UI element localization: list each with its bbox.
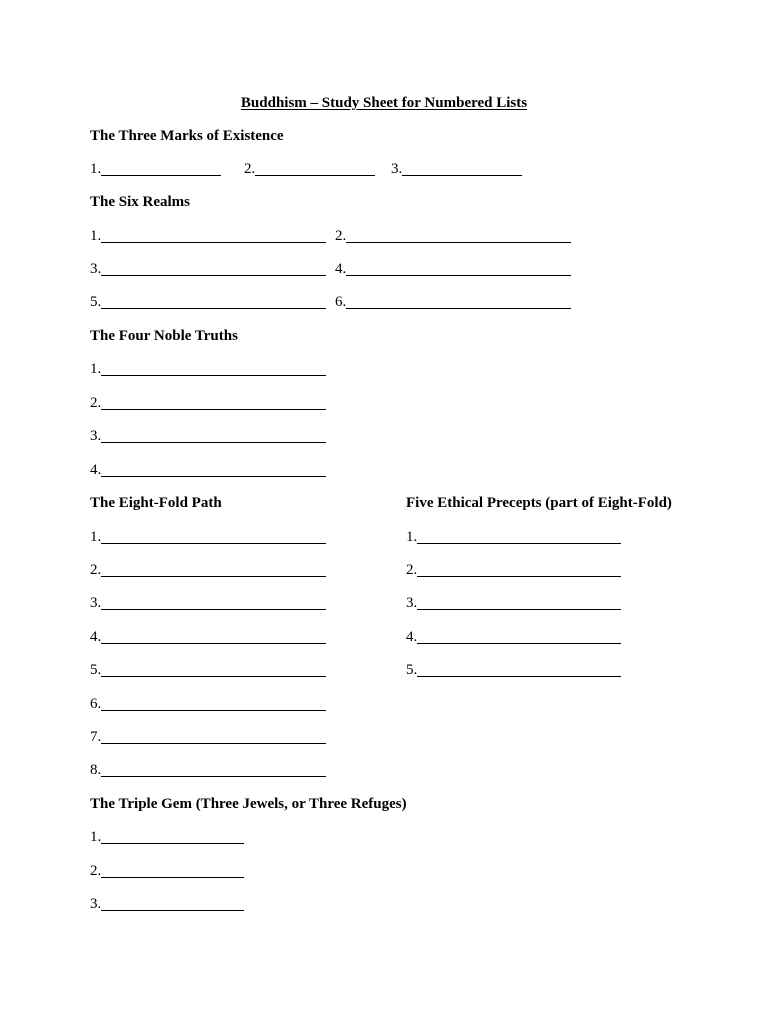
precepts-blank-4[interactable] — [406, 628, 621, 646]
heading-five-precepts: Five Ethical Precepts (part of Eight-Fold) — [406, 495, 672, 511]
item-number: 3. — [391, 161, 403, 177]
item-number: 5. — [90, 294, 102, 310]
eightfold-blank-3[interactable] — [90, 594, 326, 612]
answer-line[interactable] — [101, 629, 326, 644]
item-number: 4. — [335, 261, 347, 277]
item-number: 2. — [406, 562, 418, 578]
answer-line[interactable] — [417, 595, 621, 610]
item-number: 1. — [90, 161, 102, 177]
answer-line[interactable] — [346, 228, 571, 243]
item-number: 3. — [90, 896, 102, 912]
answer-line[interactable] — [417, 662, 621, 677]
item-number: 1. — [90, 829, 102, 845]
precepts-blank-2[interactable] — [406, 561, 621, 579]
item-number: 2. — [90, 863, 102, 879]
answer-line[interactable] — [101, 294, 326, 309]
answer-line[interactable] — [101, 729, 326, 744]
four-truths-blank-2[interactable] — [90, 394, 326, 412]
item-number: 1. — [90, 361, 102, 377]
item-number: 3. — [90, 261, 102, 277]
three-marks-blank-3[interactable] — [391, 160, 522, 178]
precepts-blank-1[interactable] — [406, 528, 621, 546]
answer-line[interactable] — [101, 529, 326, 544]
answer-line[interactable] — [101, 662, 326, 677]
heading-eightfold-path: The Eight-Fold Path — [90, 495, 222, 511]
answer-line[interactable] — [101, 896, 244, 911]
item-number: 5. — [406, 662, 418, 678]
six-realms-blank-6[interactable] — [335, 293, 571, 311]
item-number: 3. — [90, 428, 102, 444]
four-truths-blank-1[interactable] — [90, 360, 326, 378]
eightfold-blank-6[interactable] — [90, 695, 326, 713]
eightfold-blank-1[interactable] — [90, 528, 326, 546]
three-marks-blank-1[interactable] — [90, 160, 221, 178]
item-number: 7. — [90, 729, 102, 745]
answer-line[interactable] — [101, 261, 326, 276]
answer-line[interactable] — [101, 428, 326, 443]
six-realms-blank-5[interactable] — [90, 293, 326, 311]
triple-gem-blank-3[interactable] — [90, 895, 244, 913]
page-title: Buddhism – Study Sheet for Numbered Lists — [240, 95, 528, 111]
item-number: 1. — [90, 228, 102, 244]
answer-line[interactable] — [255, 161, 375, 176]
heading-six-realms: The Six Realms — [90, 194, 191, 210]
six-realms-blank-2[interactable] — [335, 227, 571, 245]
eightfold-blank-7[interactable] — [90, 728, 326, 746]
answer-line[interactable] — [101, 762, 326, 777]
item-number: 6. — [335, 294, 347, 310]
item-number: 2. — [244, 161, 256, 177]
answer-line[interactable] — [101, 863, 244, 878]
answer-line[interactable] — [101, 462, 326, 477]
triple-gem-blank-1[interactable] — [90, 828, 244, 846]
item-number: 2. — [335, 228, 347, 244]
item-number: 8. — [90, 762, 102, 778]
eightfold-blank-4[interactable] — [90, 628, 326, 646]
item-number: 6. — [90, 696, 102, 712]
item-number: 5. — [90, 662, 102, 678]
item-number: 4. — [90, 629, 102, 645]
item-number: 1. — [90, 529, 102, 545]
three-marks-blank-2[interactable] — [244, 160, 375, 178]
triple-gem-blank-2[interactable] — [90, 862, 244, 880]
answer-line[interactable] — [101, 161, 221, 176]
eightfold-blank-2[interactable] — [90, 561, 326, 579]
answer-line[interactable] — [101, 696, 326, 711]
answer-line[interactable] — [417, 562, 621, 577]
item-number: 3. — [90, 595, 102, 611]
six-realms-blank-3[interactable] — [90, 260, 326, 278]
answer-line[interactable] — [346, 261, 571, 276]
item-number: 4. — [406, 629, 418, 645]
answer-line[interactable] — [101, 829, 244, 844]
item-number: 3. — [406, 595, 418, 611]
four-truths-blank-4[interactable] — [90, 461, 326, 479]
item-number: 2. — [90, 562, 102, 578]
six-realms-blank-1[interactable] — [90, 227, 326, 245]
heading-triple-gem: The Triple Gem (Three Jewels, or Three Refuges) — [90, 796, 407, 812]
answer-line[interactable] — [101, 595, 326, 610]
answer-line[interactable] — [417, 629, 621, 644]
item-number: 2. — [90, 395, 102, 411]
heading-four-truths: The Four Noble Truths — [90, 328, 238, 344]
answer-line[interactable] — [402, 161, 522, 176]
precepts-blank-5[interactable] — [406, 661, 621, 679]
precepts-blank-3[interactable] — [406, 594, 621, 612]
four-truths-blank-3[interactable] — [90, 427, 326, 445]
answer-line[interactable] — [101, 395, 326, 410]
six-realms-blank-4[interactable] — [335, 260, 571, 278]
answer-line[interactable] — [101, 228, 326, 243]
item-number: 1. — [406, 529, 418, 545]
eightfold-blank-5[interactable] — [90, 661, 326, 679]
answer-line[interactable] — [101, 562, 326, 577]
heading-three-marks: The Three Marks of Existence — [90, 128, 284, 144]
item-number: 4. — [90, 462, 102, 478]
answer-line[interactable] — [346, 294, 571, 309]
eightfold-blank-8[interactable] — [90, 761, 326, 779]
answer-line[interactable] — [101, 361, 326, 376]
answer-line[interactable] — [417, 529, 621, 544]
